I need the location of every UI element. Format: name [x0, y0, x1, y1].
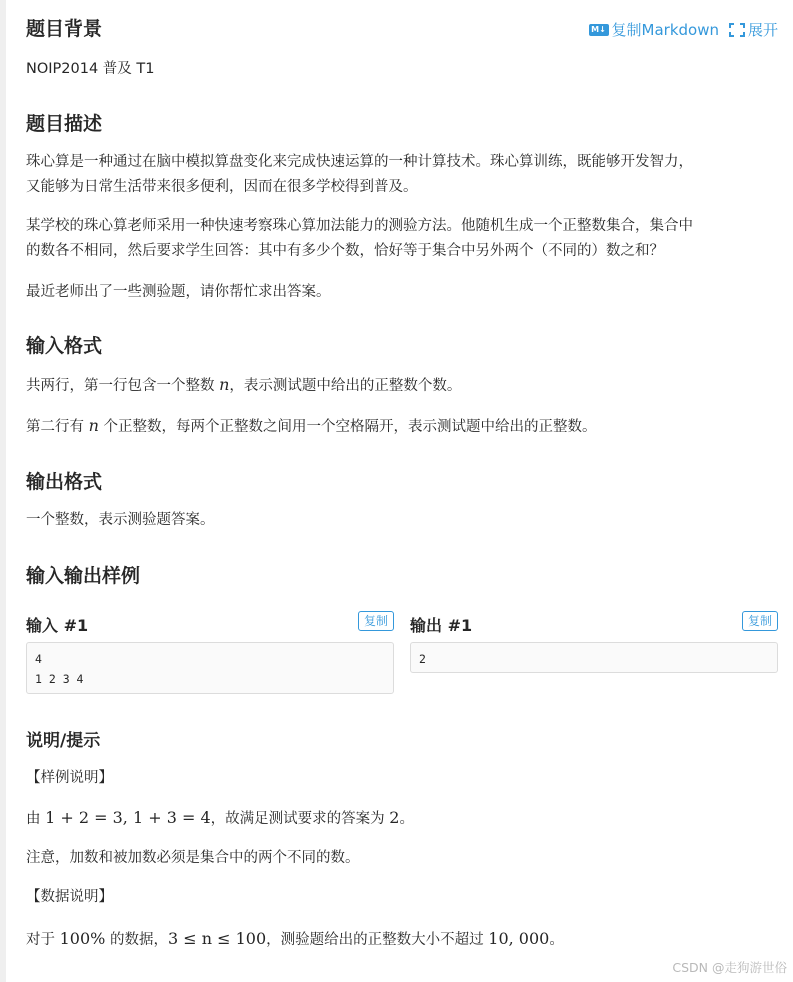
- data-range: 3 ≤ n ≤ 100: [167, 929, 267, 948]
- copy-markdown-label: 复制Markdown: [611, 21, 719, 39]
- data-percent: 100%: [59, 929, 106, 948]
- description-p2-line1: 某学校的珠心算老师采用一种快速考察珠心算加法能力的测验方法。他随机生成一个正整数集合，集合中: [26, 218, 693, 234]
- description-heading: 题目描述: [26, 113, 103, 135]
- description-p1-line1: 珠心算是一种通过在脑中模拟算盘变化来完成快速运算的一种计算技术。珠心算训练，既能够开发智力，: [26, 154, 693, 170]
- background-heading: 题目背景: [26, 18, 103, 40]
- input-format-p1: 共两行，第一行包含一个整数 n，表示测试题中给出的正整数个数。: [26, 375, 462, 394]
- background-text: NOIP2014 普及 T1: [26, 61, 155, 77]
- header-row: [26, 17, 778, 43]
- output-format-heading: 输出格式: [26, 471, 103, 493]
- sample-output-header: [410, 611, 778, 635]
- input-format-heading: 输入格式: [26, 335, 103, 357]
- samples-heading: 输入输出样例: [26, 565, 141, 587]
- expand-label: 展开: [747, 21, 778, 39]
- description-p2-line2: 的数各不相同，然后要求学生回答：其中有多少个数，恰好等于集合中另外两个（不同的）数之和？: [26, 243, 664, 259]
- var-n: n: [88, 416, 99, 435]
- sample-note-title: 【样例说明】: [26, 770, 113, 786]
- output-format-p1: 一个整数，表示测验题答案。: [26, 512, 215, 528]
- header-actions: [589, 19, 778, 40]
- description-p3: 最近老师出了一些测验题，请你帮忙求出答案。: [26, 284, 331, 300]
- expand-button[interactable]: [729, 19, 778, 40]
- copy-output-button[interactable]: 复制: [742, 611, 778, 631]
- hint-heading: 说明/提示: [26, 731, 101, 751]
- copy-markdown-button[interactable]: [589, 19, 719, 40]
- sample-output-code[interactable]: 2: [410, 642, 778, 673]
- sample-input-header: [26, 611, 394, 635]
- sample-answer: 2: [389, 808, 400, 827]
- data-max: 10, 000: [488, 929, 550, 948]
- sample-output-label: 输出 #1: [410, 616, 473, 635]
- expand-icon: [729, 23, 745, 37]
- input-format-p2: 第二行有 n 个正整数，每两个正整数之间用一个空格隔开，表示测试题中给出的正整数。: [26, 416, 597, 435]
- data-note: 对于 100% 的数据，3 ≤ n ≤ 100，测验题给出的正整数大小不超过 10, 000。: [26, 929, 564, 948]
- left-border: [0, 0, 6, 982]
- sample-input-label: 输入 #1: [26, 616, 89, 635]
- markdown-icon: M↓: [589, 24, 609, 36]
- watermark: CSDN @走狗游世俗: [672, 960, 787, 975]
- distinct-note: 注意，加数和被加数必须是集合中的两个不同的数。: [26, 850, 360, 866]
- data-note-title: 【数据说明】: [26, 889, 113, 905]
- description-p1-line2: 又能够为日常生活带来很多便利，因而在很多学校得到普及。: [26, 179, 418, 195]
- var-n: n: [219, 375, 230, 394]
- sample-equation: 1 + 2 = 3, 1 + 3 = 4: [45, 808, 211, 827]
- copy-input-button[interactable]: 复制: [358, 611, 394, 631]
- sample-note: 由 1 + 2 = 3, 1 + 3 = 4，故满足测试要求的答案为 2。: [26, 808, 414, 827]
- sample-input-code[interactable]: 4 1 2 3 4: [26, 642, 394, 694]
